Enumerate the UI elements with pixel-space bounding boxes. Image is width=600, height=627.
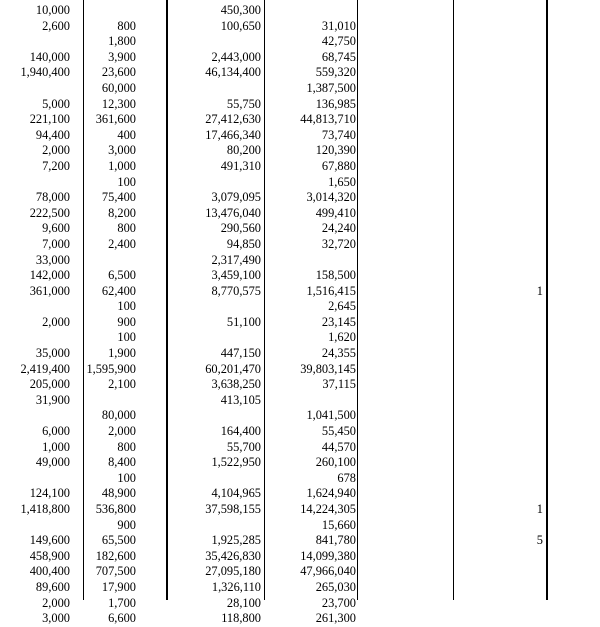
table-cell-c3: 17,466,340 bbox=[205, 127, 261, 142]
table-cell-c4: 14,099,380 bbox=[300, 548, 356, 563]
table-cell-c2: 8,400 bbox=[108, 455, 136, 470]
table-cell-c3: 290,560 bbox=[220, 221, 261, 236]
table-row bbox=[0, 596, 600, 612]
table-cell-c1: 5,000 bbox=[42, 96, 70, 111]
table-row bbox=[0, 221, 600, 237]
table-cell-c2: 80,000 bbox=[101, 408, 136, 423]
table-row bbox=[0, 502, 600, 518]
table-cell-c1: 458,900 bbox=[29, 548, 70, 563]
table-cell-c4: 15,660 bbox=[321, 517, 356, 532]
table-cell-c4: 265,030 bbox=[315, 579, 356, 594]
table-row bbox=[0, 611, 600, 627]
table-row bbox=[0, 580, 600, 596]
table-cell-c2: 707,500 bbox=[95, 564, 136, 579]
table-cell-c1: 9,600 bbox=[42, 221, 70, 236]
table-cell-c2: 65,500 bbox=[101, 533, 136, 548]
table-cell-c3: 55,700 bbox=[226, 439, 261, 454]
table-cell-c2: 100 bbox=[117, 299, 136, 314]
table-cell-c3: 28,100 bbox=[226, 595, 261, 610]
table-cell-c4: 68,745 bbox=[321, 49, 356, 64]
table-cell-c2: 6,500 bbox=[108, 268, 136, 283]
table-row bbox=[0, 237, 600, 253]
table-cell-c4: 47,966,040 bbox=[300, 564, 356, 579]
table-cell-c3: 4,104,965 bbox=[211, 486, 261, 501]
table-cell-c1: 1,000 bbox=[42, 439, 70, 454]
table-cell-c1: 6,000 bbox=[42, 424, 70, 439]
table-cell-c3: 164,400 bbox=[220, 424, 261, 439]
table-cell-c2: 1,900 bbox=[108, 346, 136, 361]
table-cell-c4: 261,300 bbox=[315, 611, 356, 626]
table-cell-c1: 1,418,800 bbox=[20, 502, 70, 516]
table-cell-c4: 67,880 bbox=[321, 158, 356, 173]
table-cell-c4: 39,803,145 bbox=[300, 361, 356, 376]
table-cell-c2: 1,000 bbox=[108, 158, 136, 173]
table-cell-c2: 2,400 bbox=[108, 236, 136, 251]
table-cell-c3: 55,750 bbox=[226, 96, 261, 111]
table-cell-c5: 1 bbox=[536, 283, 543, 298]
table-cell-c4: 31,010 bbox=[321, 18, 356, 33]
table-row bbox=[0, 486, 600, 502]
table-cell-c2: 2,000 bbox=[108, 424, 136, 439]
table-cell-c1: 124,100 bbox=[29, 486, 70, 501]
table-cell-c4: 499,410 bbox=[315, 205, 356, 220]
table-cell-c3: 3,638,250 bbox=[211, 377, 261, 392]
table-cell-c2: 60,000 bbox=[101, 80, 136, 95]
table-cell-c4: 23,700 bbox=[321, 595, 356, 610]
table-row bbox=[0, 190, 600, 206]
table-cell-c2: 62,400 bbox=[101, 283, 136, 298]
table-cell-c1: 2,419,400 bbox=[20, 361, 70, 376]
table-cell-c1: 31,900 bbox=[35, 392, 70, 407]
table-cell-c2: 17,900 bbox=[101, 579, 136, 594]
table-cell-c3: 3,079,095 bbox=[211, 190, 261, 205]
table-row bbox=[0, 549, 600, 565]
table-cell-c1: 94,400 bbox=[35, 127, 70, 142]
table-cell-c1: 7,000 bbox=[42, 236, 70, 251]
table-row bbox=[0, 50, 600, 66]
table-cell-c1: 35,000 bbox=[35, 346, 70, 361]
table-row bbox=[0, 315, 600, 331]
table-cell-c4: 32,720 bbox=[321, 236, 356, 251]
table-row bbox=[0, 81, 600, 97]
table-cell-c1: 10,000 bbox=[35, 3, 70, 17]
table-cell-c2: 2,100 bbox=[108, 377, 136, 392]
table-cell-c1: 400,400 bbox=[29, 564, 70, 579]
table-cell-c3: 8,770,575 bbox=[211, 283, 261, 298]
table-row bbox=[0, 284, 600, 300]
table-row bbox=[0, 518, 600, 534]
table-cell-c3: 80,200 bbox=[226, 143, 261, 158]
table-body bbox=[0, 3, 600, 627]
table-cell-c2: 12,300 bbox=[101, 96, 136, 111]
table-cell-c1: 222,500 bbox=[29, 205, 70, 220]
table-cell-c1: 205,000 bbox=[29, 377, 70, 392]
table-cell-c1: 3,000 bbox=[42, 611, 70, 626]
table-cell-c1: 2,000 bbox=[42, 595, 70, 610]
table-cell-c4: 44,813,710 bbox=[300, 112, 356, 127]
table-cell-c1: 221,100 bbox=[29, 112, 70, 127]
table-cell-c2: 100 bbox=[117, 470, 136, 485]
table-cell-c2: 800 bbox=[117, 221, 136, 236]
table-cell-c2: 8,200 bbox=[108, 205, 136, 220]
table-cell-c2: 400 bbox=[117, 127, 136, 142]
table-cell-c4: 136,985 bbox=[315, 96, 356, 111]
table-row bbox=[0, 175, 600, 191]
table-cell-c3: 1,326,110 bbox=[211, 579, 261, 594]
table-cell-c4: 1,387,500 bbox=[306, 80, 356, 95]
table-row bbox=[0, 533, 600, 549]
table-cell-c4: 158,500 bbox=[315, 268, 356, 283]
table-cell-c3: 46,134,400 bbox=[205, 65, 261, 80]
table-cell-c4: 2,645 bbox=[328, 299, 356, 314]
table-cell-c4: 24,240 bbox=[321, 221, 356, 236]
table-cell-c2: 536,800 bbox=[95, 502, 136, 516]
table-cell-c4: 37,115 bbox=[322, 377, 356, 392]
table-cell-c3: 118,800 bbox=[221, 611, 261, 626]
table-row bbox=[0, 128, 600, 144]
table-row bbox=[0, 143, 600, 159]
table-cell-c4: 678 bbox=[337, 470, 356, 485]
table-cell-c4: 841,780 bbox=[315, 533, 356, 548]
table-cell-c2: 6,600 bbox=[108, 611, 136, 626]
table-cell-c5: 1 bbox=[536, 502, 543, 516]
table-cell-c1: 2,600 bbox=[42, 18, 70, 33]
table-row bbox=[0, 19, 600, 35]
table-cell-c4: 559,320 bbox=[315, 65, 356, 80]
table-cell-c4: 1,041,500 bbox=[306, 408, 356, 423]
table-cell-c2: 3,900 bbox=[108, 49, 136, 64]
table-cell-c4: 1,650 bbox=[328, 174, 356, 189]
table-cell-c2: 361,600 bbox=[95, 112, 136, 127]
table-cell-c2: 3,000 bbox=[108, 143, 136, 158]
table-cell-c4: 1,624,940 bbox=[306, 486, 356, 501]
table-cell-c3: 2,317,490 bbox=[211, 252, 261, 267]
table-cell-c4: 14,224,305 bbox=[300, 502, 356, 516]
table-cell-c4: 42,750 bbox=[321, 34, 356, 49]
table-cell-c4: 1,620 bbox=[328, 330, 356, 345]
table-cell-c3: 100,650 bbox=[220, 18, 261, 33]
table-cell-c2: 900 bbox=[117, 517, 136, 532]
table-cell-c3: 37,598,155 bbox=[205, 502, 261, 516]
table-cell-c1: 33,000 bbox=[35, 252, 70, 267]
table-cell-c3: 27,095,180 bbox=[205, 564, 261, 579]
table-cell-c4: 73,740 bbox=[321, 127, 356, 142]
table-cell-c3: 447,150 bbox=[220, 346, 261, 361]
table-cell-c1: 149,600 bbox=[29, 533, 70, 548]
table-row bbox=[0, 253, 600, 269]
table-cell-c4: 1,516,415 bbox=[306, 283, 356, 298]
table-row bbox=[0, 3, 600, 19]
table-row bbox=[0, 34, 600, 50]
table-cell-c3: 60,201,470 bbox=[205, 361, 261, 376]
table-cell-c4: 44,570 bbox=[321, 439, 356, 454]
table-cell-c3: 450,300 bbox=[220, 3, 261, 17]
table-cell-c1: 89,600 bbox=[35, 579, 70, 594]
table-row bbox=[0, 65, 600, 81]
table-cell-c4: 23,145 bbox=[321, 314, 356, 329]
table-cell-c2: 1,800 bbox=[108, 34, 136, 49]
table-cell-c1: 2,000 bbox=[42, 143, 70, 158]
table-row bbox=[0, 206, 600, 222]
table-cell-c4: 24,355 bbox=[321, 346, 356, 361]
table-cell-c3: 13,476,040 bbox=[205, 205, 261, 220]
table-cell-c3: 1,925,285 bbox=[211, 533, 261, 548]
table-row bbox=[0, 424, 600, 440]
table-cell-c2: 900 bbox=[117, 314, 136, 329]
table-cell-c1: 78,000 bbox=[35, 190, 70, 205]
table-cell-c4: 260,100 bbox=[315, 455, 356, 470]
table-cell-c3: 491,310 bbox=[220, 158, 261, 173]
table-row bbox=[0, 97, 600, 113]
table-cell-c2: 100 bbox=[117, 330, 136, 345]
table-cell-c2: 48,900 bbox=[101, 486, 136, 501]
table-cell-c3: 27,412,630 bbox=[205, 112, 261, 127]
table-row bbox=[0, 362, 600, 378]
table-row bbox=[0, 330, 600, 346]
table-row bbox=[0, 159, 600, 175]
table-cell-c3: 51,100 bbox=[226, 314, 261, 329]
table-cell-c2: 800 bbox=[117, 439, 136, 454]
table-cell-c2: 182,600 bbox=[95, 548, 136, 563]
table-cell-c3: 413,105 bbox=[220, 392, 261, 407]
table-cell-c4: 3,014,320 bbox=[306, 190, 356, 205]
table-cell-c5: 5 bbox=[536, 533, 543, 548]
table-cell-c2: 100 bbox=[117, 174, 136, 189]
table-cell-c1: 140,000 bbox=[29, 49, 70, 64]
table-row bbox=[0, 112, 600, 128]
table-cell-c2: 1,700 bbox=[108, 595, 136, 610]
table-cell-c4: 55,450 bbox=[321, 424, 356, 439]
table-row bbox=[0, 268, 600, 284]
table-row bbox=[0, 455, 600, 471]
table-cell-c1: 2,000 bbox=[42, 314, 70, 329]
table-cell-c4: 120,390 bbox=[315, 143, 356, 158]
table-row bbox=[0, 393, 600, 409]
table-cell-c3: 35,426,830 bbox=[205, 548, 261, 563]
table-cell-c1: 361,000 bbox=[29, 283, 70, 298]
table-cell-c1: 1,940,400 bbox=[20, 65, 70, 80]
table-cell-c2: 23,600 bbox=[101, 65, 136, 80]
table-row bbox=[0, 299, 600, 315]
table-cell-c3: 94,850 bbox=[226, 236, 261, 251]
table-cell-c1: 49,000 bbox=[35, 455, 70, 470]
table-cell-c1: 142,000 bbox=[29, 268, 70, 283]
table-row bbox=[0, 564, 600, 580]
table-cell-c2: 800 bbox=[117, 18, 136, 33]
table-cell-c3: 3,459,100 bbox=[211, 268, 261, 283]
table-cell-c3: 2,443,000 bbox=[211, 49, 261, 64]
table-row bbox=[0, 471, 600, 487]
table-cell-c2: 1,595,900 bbox=[86, 361, 136, 376]
table-cell-c2: 75,400 bbox=[101, 190, 136, 205]
table-row bbox=[0, 377, 600, 393]
table-row bbox=[0, 346, 600, 362]
table-cell-c3: 1,522,950 bbox=[211, 455, 261, 470]
table-cell-c1: 7,200 bbox=[42, 158, 70, 173]
table-row bbox=[0, 408, 600, 424]
table-row bbox=[0, 440, 600, 456]
